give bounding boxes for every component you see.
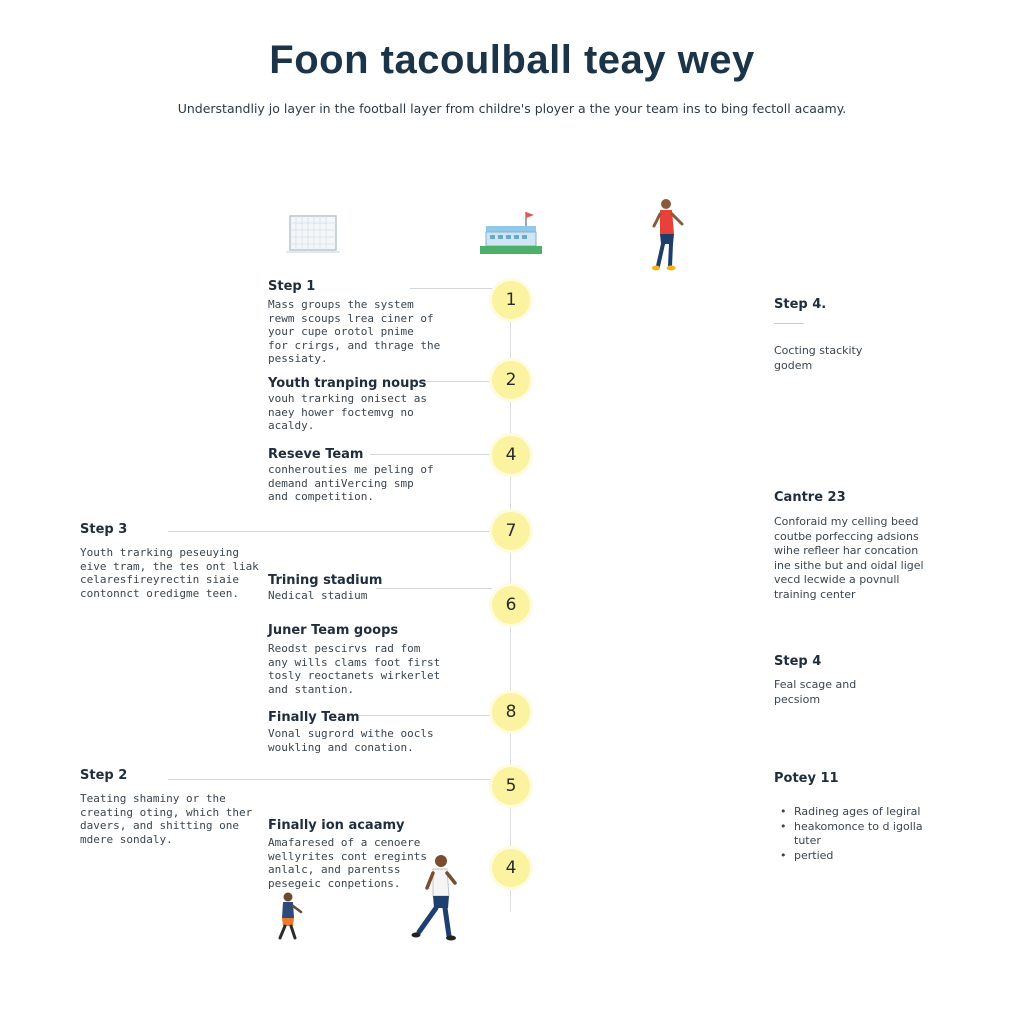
step-description: vouh trarking onisect as naey hower foctemvg no acaldy. <box>268 392 427 432</box>
right-step-title: Potey 11 <box>774 771 839 786</box>
bullet-item: • heakomonce to d igolla tuter <box>776 820 923 849</box>
timeline-node: 8 <box>492 693 530 731</box>
right-step-description: Conforaid my celling beed coutbe porfeccing adsions wihe refleer har concation ine sithe but and oidal ligel vecd lecwide a povnull training center <box>774 515 924 601</box>
step-description: conherouties me peling of demand antiVercing smp and competition. <box>268 463 434 503</box>
step-title: Step 3 <box>80 522 128 537</box>
timeline-node: 1 <box>492 281 530 319</box>
timeline-node: 7 <box>492 512 530 550</box>
goal-net-icon <box>284 212 342 256</box>
connector <box>370 454 492 455</box>
connector <box>376 588 492 589</box>
connector <box>410 288 492 289</box>
step-title: Finally Team <box>268 710 360 725</box>
step-title: Youth tranping noups <box>268 376 427 391</box>
bullet-list <box>776 805 923 863</box>
right-step-title: Step 4 <box>774 654 822 669</box>
bullet-item: • Radineg ages of legiral <box>776 805 923 820</box>
step-title: Reseve Team <box>268 447 364 462</box>
right-step-description: Feal scage and pecsiom <box>774 678 857 706</box>
connector <box>168 531 492 532</box>
step-description: Amafaresed of a cenoere wellyrites cont eregints anlalc, and parentss pesegeic conpetions. <box>268 836 427 890</box>
step-title: Trining stadium <box>268 573 383 588</box>
timeline-node: 2 <box>492 361 530 399</box>
timeline-node: 4 <box>492 436 530 474</box>
step-description: Nedical stadium <box>268 589 368 602</box>
connector <box>350 715 492 716</box>
step-description: Reodst pescirvs rad fom any wills clams foot first tosly reoctanets wirkerlet and stantion. <box>268 642 441 696</box>
divider <box>774 323 804 324</box>
page-title: Foon tacoulball teay wey <box>269 38 755 82</box>
running-player-icon <box>640 196 690 276</box>
right-step-title: Cantre 23 <box>774 490 846 505</box>
connector <box>168 779 492 780</box>
stadium-icon <box>478 208 546 258</box>
bullet-item: • pertied <box>776 849 923 864</box>
right-step-title: Step 4. <box>774 297 827 312</box>
adult-player-icon <box>405 852 465 944</box>
step-title: Finally ion acaamy <box>268 818 405 833</box>
timeline-node: 6 <box>492 586 530 624</box>
right-step-description: Cocting stackity godem <box>774 344 863 372</box>
timeline-node: 4 <box>492 849 530 887</box>
step-description: Teating shaminy or the creating oting, which ther davers, and shitting one mdere sondaly. <box>80 792 253 846</box>
child-player-icon <box>270 890 306 942</box>
step-title: Step 2 <box>80 768 128 783</box>
step-description: Youth trarking peseuying eive tram, the tes ont liak celaresfireyrectin siaie contonnct oredigme teen. <box>80 546 259 600</box>
step-title: Step 1 <box>268 279 316 294</box>
timeline-node: 5 <box>492 767 530 805</box>
step-description: Mass groups the system rewm scoups lrea ciner of your cupe orotol pnime for crirgs, and thrage the pessiaty. <box>268 298 441 365</box>
page-subtitle: Understandliy jo layer in the football layer from childre's ployer a the your team ins to bing fectoll acaamy. <box>177 101 847 116</box>
step-description: Vonal sugrord withe oocls woukling and conation. <box>268 727 434 754</box>
step-title: Juner Team goops <box>268 623 399 638</box>
